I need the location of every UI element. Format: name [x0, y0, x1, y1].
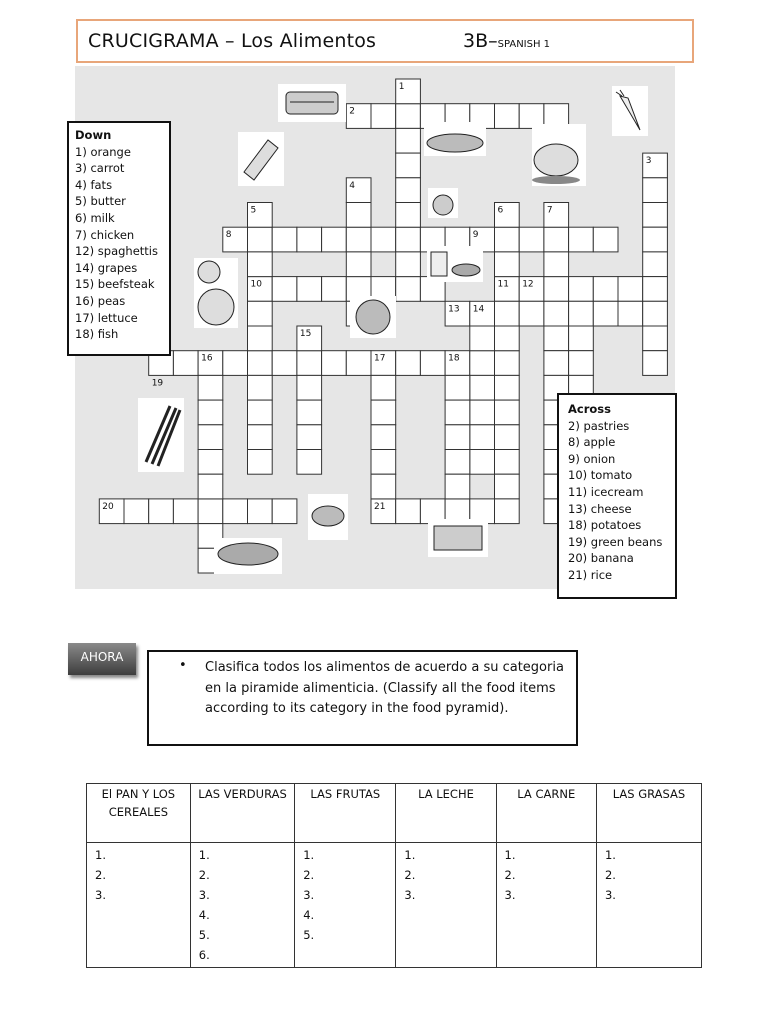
clue-number: 12 — [522, 279, 534, 290]
answer-line: 1. — [303, 848, 315, 862]
instructions-text: Clasifica todos los alimentos de acuerdo a su categoria en la piramide alimenticia. (Classify all the food items according to its category in the food pyramid). — [205, 660, 564, 716]
grid-cell[interactable] — [248, 499, 273, 524]
answer-line: 4. — [303, 908, 315, 922]
grid-cell[interactable] — [495, 400, 520, 425]
across-clue: 19) green beans — [568, 534, 663, 549]
grid-cell[interactable] — [470, 351, 495, 376]
answer-line: 3. — [198, 888, 210, 902]
clue-number: 13 — [448, 304, 460, 315]
grid-cell[interactable] — [346, 203, 371, 228]
grid-cell[interactable] — [198, 474, 223, 499]
grid-cell[interactable] — [346, 351, 371, 376]
clue-number: 3 — [645, 156, 652, 167]
answer-cell[interactable] — [496, 843, 596, 968]
grid-cell[interactable] — [643, 277, 668, 302]
grid-cell[interactable] — [297, 400, 322, 425]
grid-cell[interactable] — [272, 351, 297, 376]
grid-cell[interactable] — [272, 227, 297, 252]
clue-number: 8 — [225, 230, 232, 241]
answer-line: 6. — [198, 948, 210, 962]
grid-cell[interactable] — [544, 227, 569, 252]
across-clue: 8) apple — [568, 435, 616, 450]
column-header: El PAN Y LOS CEREALES — [87, 784, 191, 843]
grid-cell[interactable] — [396, 104, 421, 129]
grid-cell[interactable] — [198, 425, 223, 450]
answer-line: 3. — [604, 888, 616, 902]
answer-line: 2. — [95, 868, 106, 882]
column-header: LAS GRASAS — [596, 784, 701, 843]
across-clue: 9) onion — [568, 451, 616, 466]
answer-line: 5. — [303, 928, 315, 942]
grid-cell[interactable] — [593, 301, 618, 326]
clue-number: 14 — [472, 304, 485, 315]
instructions-bullet: • — [179, 658, 187, 673]
answer-cell[interactable] — [190, 843, 294, 968]
grid-cell[interactable] — [223, 351, 248, 376]
grid-cell[interactable] — [519, 301, 544, 326]
clue-number: 6 — [497, 205, 504, 216]
grid-cell[interactable] — [297, 227, 322, 252]
answer-cell[interactable] — [396, 843, 496, 968]
carrot-picture — [612, 86, 648, 136]
grid-cell[interactable] — [371, 450, 396, 475]
grid-cell[interactable] — [495, 450, 520, 475]
clue-number: 2 — [349, 106, 356, 117]
clue-number: 17 — [374, 353, 386, 364]
clue-number: 5 — [250, 205, 257, 216]
class-name: SPANISH 1 — [497, 39, 551, 50]
grid-cell[interactable] — [569, 301, 594, 326]
grid-cell[interactable] — [396, 227, 421, 252]
clue-number: 9 — [472, 230, 479, 241]
grid-cell[interactable] — [248, 400, 273, 425]
grid-cell[interactable] — [495, 499, 520, 524]
grid-cell[interactable] — [544, 351, 569, 376]
instructions-box — [147, 650, 578, 746]
grid-cell[interactable] — [297, 375, 322, 400]
answer-line: 3. — [404, 888, 416, 902]
answer-line: 2. — [303, 868, 315, 882]
grid-cell[interactable] — [371, 474, 396, 499]
down-clue: 6) milk — [75, 210, 115, 225]
column-header: LA LECHE — [396, 784, 496, 843]
grid-cell[interactable] — [495, 252, 520, 277]
clue-number: 19 — [151, 378, 164, 389]
column-header: LAS VERDURAS — [190, 784, 294, 843]
onion-picture — [428, 188, 458, 218]
grid-cell[interactable] — [149, 499, 174, 524]
clue-number: 11 — [497, 279, 509, 290]
food-pyramid-table — [86, 783, 702, 968]
pastry-plate-picture — [214, 538, 282, 574]
clue-number: 20 — [102, 501, 114, 512]
spaghetti-picture — [424, 122, 486, 156]
grid-cell[interactable] — [297, 277, 322, 302]
grid-cell[interactable] — [445, 400, 470, 425]
answer-line: 3. — [303, 888, 315, 902]
butter-picture — [238, 132, 284, 186]
grid-cell[interactable] — [643, 252, 668, 277]
answer-line: 1. — [198, 848, 210, 862]
down-clue: 16) peas — [75, 293, 126, 308]
grid-cell[interactable] — [618, 301, 643, 326]
grid-cell[interactable] — [445, 375, 470, 400]
down-clue-list — [75, 144, 163, 343]
grid-cell[interactable] — [470, 326, 495, 351]
across-clue: 20) banana — [568, 551, 634, 566]
clue-number: 15 — [299, 329, 312, 339]
across-clue-list — [568, 418, 666, 584]
down-clue: 4) fats — [75, 177, 113, 192]
grid-cell[interactable] — [272, 499, 297, 524]
grid-cell[interactable] — [643, 227, 668, 252]
grid-cell[interactable] — [618, 277, 643, 302]
down-clue: 15) beefsteak — [75, 277, 155, 292]
across-clue: 21) rice — [568, 567, 613, 582]
lettuce-picture — [350, 296, 396, 338]
across-clue: 18) potatoes — [568, 518, 642, 533]
grid-cell[interactable] — [272, 277, 297, 302]
grid-cell[interactable] — [544, 301, 569, 326]
ahora-badge: AHORA — [68, 643, 136, 675]
grid-cell[interactable] — [544, 252, 569, 277]
pastries-picture — [278, 84, 346, 122]
grid-cell[interactable] — [470, 375, 495, 400]
clue-number: 7 — [546, 205, 553, 216]
grid-cell[interactable] — [396, 351, 421, 376]
grid-cell[interactable] — [643, 203, 668, 228]
grid-cell[interactable] — [371, 227, 396, 252]
across-clue: 13) cheese — [568, 501, 632, 516]
table-row — [87, 843, 702, 968]
grid-cell[interactable] — [198, 450, 223, 475]
down-heading: Down — [75, 128, 112, 142]
down-clue: 14) grapes — [75, 260, 138, 275]
answer-line: 5. — [198, 928, 210, 942]
clue-number: 21 — [374, 501, 386, 512]
grid-cell[interactable] — [297, 425, 322, 450]
grid-cell[interactable] — [495, 375, 520, 400]
grid-cell[interactable] — [322, 277, 347, 302]
grid-cell[interactable] — [297, 450, 322, 475]
grid-cell[interactable] — [593, 277, 618, 302]
grid-cell[interactable] — [248, 450, 273, 475]
grid-cell[interactable] — [519, 227, 544, 252]
answer-cell[interactable] — [596, 843, 701, 968]
down-clue: 5) butter — [75, 194, 126, 209]
clue-number: 18 — [448, 353, 460, 364]
grid-cell[interactable] — [396, 252, 421, 277]
grid-cell[interactable] — [371, 104, 396, 129]
grid-cell[interactable] — [495, 474, 520, 499]
grid-cell[interactable] — [495, 326, 520, 351]
grid-cell[interactable] — [248, 252, 273, 277]
milk-icecream-picture — [427, 246, 483, 282]
answer-line: 2. — [504, 868, 516, 882]
grid-cell[interactable] — [396, 178, 421, 203]
grid-cell[interactable] — [371, 425, 396, 450]
answer-line: 2. — [198, 868, 210, 882]
down-clue: 7) chicken — [75, 227, 135, 242]
grid-cell[interactable] — [124, 499, 149, 524]
grid-cell[interactable] — [322, 351, 347, 376]
grid-cell[interactable] — [569, 277, 594, 302]
answer-line: 1. — [604, 848, 616, 862]
grid-cell[interactable] — [346, 252, 371, 277]
down-clue: 12) spaghettis — [75, 244, 158, 259]
grid-cell[interactable] — [297, 351, 322, 376]
class-code: 3B– — [463, 30, 498, 52]
grid-cell[interactable] — [420, 351, 445, 376]
grid-cell[interactable] — [223, 499, 248, 524]
clue-number: 1 — [398, 82, 405, 92]
grid-cell[interactable] — [248, 425, 273, 450]
clue-number: 10 — [250, 279, 262, 290]
grid-cell[interactable] — [569, 227, 594, 252]
down-clue: 17) lettuce — [75, 310, 138, 325]
grid-cell[interactable] — [248, 301, 273, 326]
clue-number: 4 — [349, 180, 356, 191]
grid-cell[interactable] — [248, 351, 273, 376]
answer-line: 1. — [95, 848, 106, 862]
grid-cell[interactable] — [445, 425, 470, 450]
grid-cell[interactable] — [643, 301, 668, 326]
grid-cell[interactable] — [544, 326, 569, 351]
column-header: LA CARNE — [496, 784, 596, 843]
answer-line: 2. — [604, 868, 616, 882]
grid-cell[interactable] — [346, 227, 371, 252]
answer-line: 3. — [95, 888, 106, 902]
down-clue: 1) orange — [75, 144, 131, 159]
grid-cell[interactable] — [495, 104, 520, 129]
grid-cell[interactable] — [445, 474, 470, 499]
down-clues-box — [67, 121, 171, 356]
across-clue: 10) tomato — [568, 468, 633, 483]
down-clue: 18) fish — [75, 327, 119, 342]
grid-cell[interactable] — [248, 227, 273, 252]
grid-cell[interactable] — [470, 425, 495, 450]
grid-cell[interactable] — [495, 351, 520, 376]
grid-cell[interactable] — [371, 375, 396, 400]
chicken-picture — [532, 124, 586, 186]
grid-cell[interactable] — [643, 178, 668, 203]
down-clue: 3) carrot — [75, 161, 125, 176]
grid-cell[interactable] — [198, 375, 223, 400]
across-clues-box — [557, 393, 677, 599]
answer-line: 3. — [504, 888, 516, 902]
grid-cell[interactable] — [371, 400, 396, 425]
grid-cell[interactable] — [569, 326, 594, 351]
table-header-row — [87, 784, 702, 843]
answer-line: 1. — [404, 848, 416, 862]
answer-cell[interactable] — [295, 843, 396, 968]
grid-cell[interactable] — [495, 301, 520, 326]
column-header: LAS FRUTAS — [295, 784, 396, 843]
answer-line: 1. — [504, 848, 516, 862]
grid-cell[interactable] — [396, 153, 421, 178]
across-clue: 2) pastries — [568, 418, 630, 433]
green-beans-picture — [138, 398, 184, 472]
grid-cell[interactable] — [396, 499, 421, 524]
across-heading: Across — [568, 402, 611, 416]
grid-cell[interactable] — [569, 351, 594, 376]
grid-cell[interactable] — [173, 499, 198, 524]
rice-picture — [308, 494, 348, 540]
grid-cell[interactable] — [593, 227, 618, 252]
grid-cell[interactable] — [248, 326, 273, 351]
grid-cell[interactable] — [198, 400, 223, 425]
grid-cell[interactable] — [198, 499, 223, 524]
clue-number: 16 — [201, 353, 213, 364]
grid-cell[interactable] — [470, 400, 495, 425]
grid-cell[interactable] — [173, 351, 198, 376]
grid-cell[interactable] — [248, 375, 273, 400]
across-clue: 11) icecream — [568, 484, 644, 499]
answer-line: 4. — [198, 908, 210, 922]
grid-cell[interactable] — [643, 326, 668, 351]
grid-cell[interactable] — [495, 227, 520, 252]
grid-cell[interactable] — [470, 450, 495, 475]
answer-cell[interactable] — [87, 843, 191, 968]
answer-line: 2. — [404, 868, 416, 882]
grid-cell[interactable] — [396, 128, 421, 153]
potatoes-picture — [428, 519, 488, 557]
grid-cell[interactable] — [643, 351, 668, 376]
grid-cell[interactable] — [495, 425, 520, 450]
grid-cell[interactable] — [396, 277, 421, 302]
grid-cell[interactable] — [445, 450, 470, 475]
grid-cell[interactable] — [322, 227, 347, 252]
worksheet-title: CRUCIGRAMA – Los Alimentos — [88, 30, 377, 52]
grid-cell[interactable] — [544, 277, 569, 302]
tomato-picture — [194, 258, 238, 328]
grid-cell[interactable] — [396, 203, 421, 228]
